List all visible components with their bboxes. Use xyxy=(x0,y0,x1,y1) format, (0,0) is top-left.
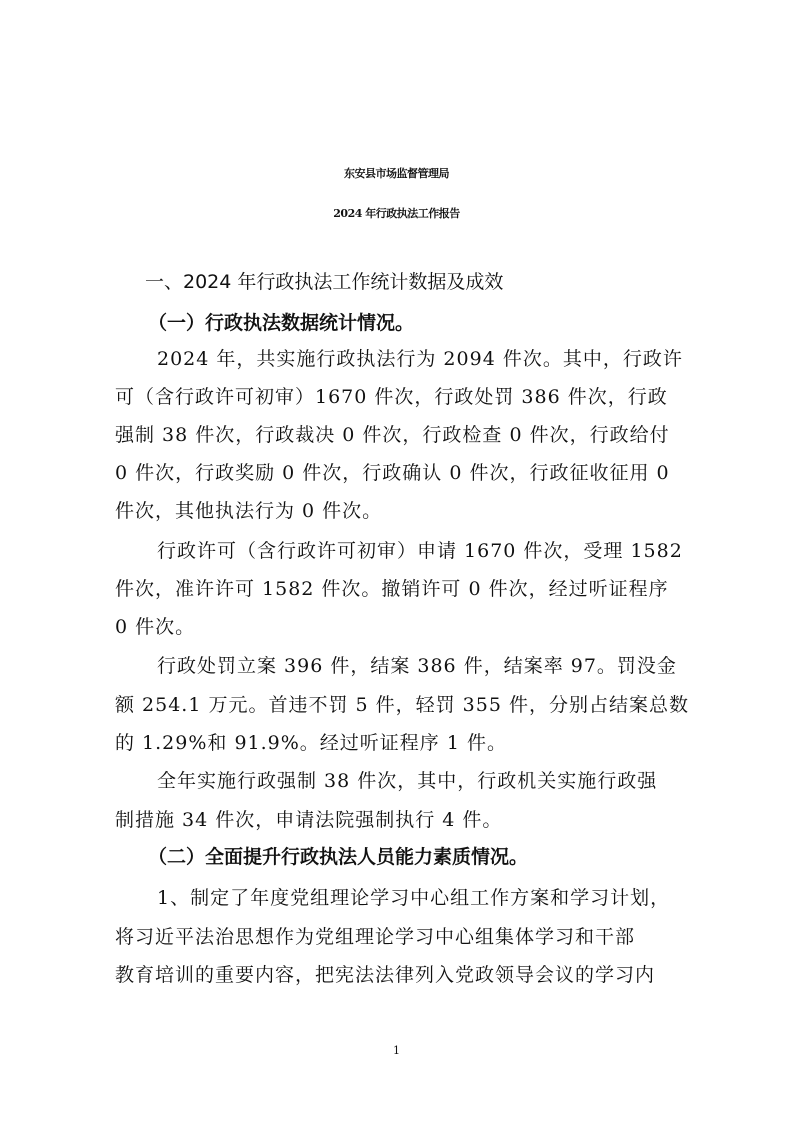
report-title-line-1: 东安县市场监督管理局 xyxy=(344,167,449,180)
paragraph-5-line-2: 将习近平法治思想作为党组理论学习中心组集体学习和干部 xyxy=(115,926,636,948)
subsection-heading-1: （一）行政执法数据统计情况。 xyxy=(148,312,415,334)
paragraph-3-line-3: 的 1.29%和 91.9%。经过听证程序 1 件。 xyxy=(115,732,507,754)
subsection-heading-2: （二）全面提升行政执法人员能力素质情况。 xyxy=(148,846,529,868)
paragraph-3-line-1: 行政处罚立案 396 件，结案 386 件，结案率 97。罚没金 xyxy=(157,655,677,677)
paragraph-2-line-1: 行政许可（含行政许可初审）申请 1670 件次，受理 1582 xyxy=(157,540,683,562)
paragraph-2-line-2: 件次，准许许可 1582 件次。撤销许可 0 件次，经过听证程序 xyxy=(115,578,669,600)
paragraph-1-line-1: 2024 年，共实施行政执法行为 2094 件次。其中，行政许 xyxy=(157,348,683,370)
report-title-line-2: 2024 年行政执法工作报告 xyxy=(333,207,460,220)
paragraph-1-line-3: 强制 38 件次，行政裁决 0 件次，行政检查 0 件次，行政给付 xyxy=(115,424,670,446)
paragraph-4-line-2: 制措施 34 件次，申请法院强制执行 4 件。 xyxy=(115,809,503,831)
paragraph-1-line-2: 可（含行政许可初审）1670 件次，行政处罚 386 件次，行政 xyxy=(115,386,668,408)
paragraph-1-line-4: 0 件次，行政奖励 0 件次，行政确认 0 件次，行政征收征用 0 xyxy=(115,462,670,484)
paragraph-4-line-1: 全年实施行政强制 38 件次，其中，行政机关实施行政强 xyxy=(157,770,658,792)
page-number: 1 xyxy=(393,1044,400,1057)
paragraph-5-line-3: 教育培训的重要内容，把宪法法律列入党政领导会议的学习内 xyxy=(115,964,656,986)
paragraph-1-line-5: 件次，其他执法行为 0 件次。 xyxy=(115,500,383,522)
paragraph-3-line-2: 额 254.1 万元。首违不罚 5 件，轻罚 355 件，分别占结案总数 xyxy=(115,694,689,716)
paragraph-5-line-1: 1、制定了年度党组理论学习中心组工作方案和学习计划， xyxy=(157,887,671,909)
paragraph-2-line-3: 0 件次。 xyxy=(115,616,196,638)
section-heading-1: 一、2024 年行政执法工作统计数据及成效 xyxy=(145,271,504,293)
